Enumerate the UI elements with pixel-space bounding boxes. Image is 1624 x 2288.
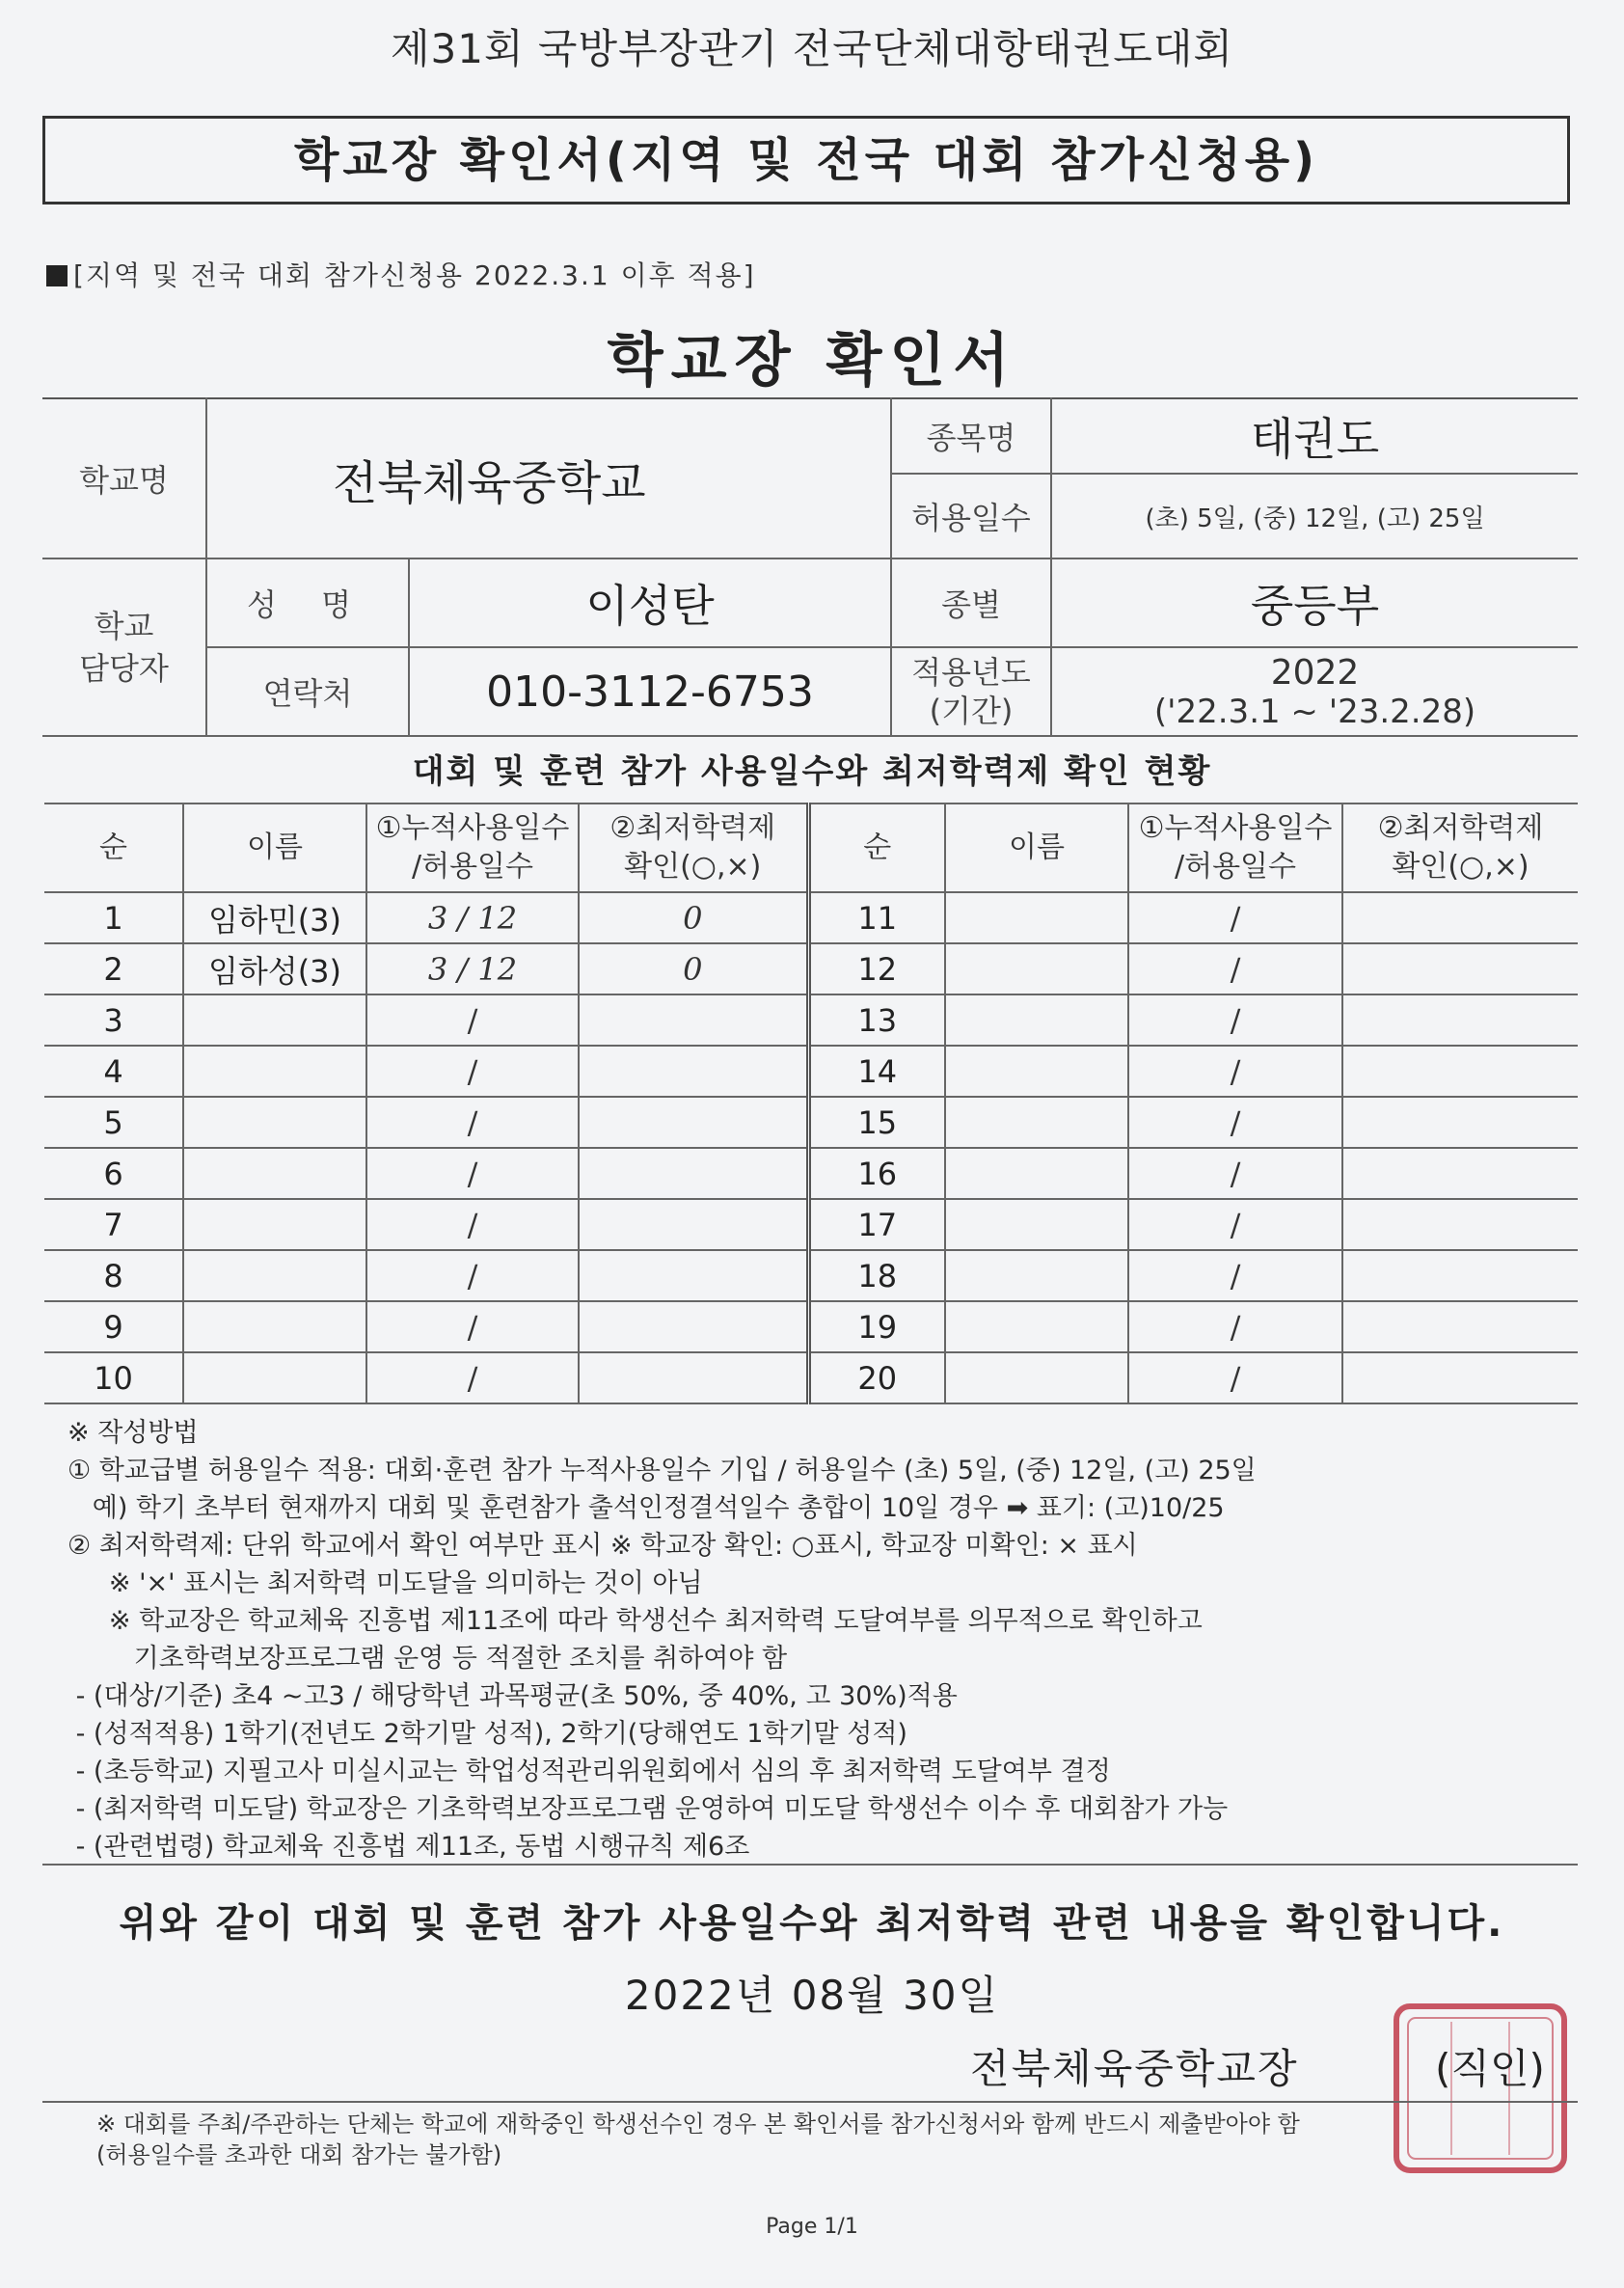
note-line: ※ '×' 표시는 최저학력 미도달을 의미하는 것이 아님 [68,1568,703,1598]
student-name-cell [945,1352,1128,1403]
header-name: 이름 [945,804,1128,892]
note-line: - (초등학교) 지필고사 미실시교는 학업성적관리위원회에서 심의 후 최저학력 도달여부 결정 [68,1757,1111,1786]
days-cell: / [366,1097,579,1148]
table-row [44,1199,1578,1250]
note-line: - (최저학력 미도달) 학교장은 기초학력보장프로그램 운영하여 미도달 학생선수 이수 후 대회참가 가능 [68,1794,1229,1824]
table-row [44,1097,1578,1148]
table-row [44,1046,1578,1097]
student-name-cell [183,1148,366,1199]
row-number-cell: 11 [808,892,945,943]
note-line: ※ 학교장은 학교체육 진흥법 제11조에 따라 학생선수 최저학력 도달여부를 의무적으로 확인하고 [68,1606,1203,1636]
student-name-cell [945,1148,1128,1199]
check-cell [579,1301,808,1352]
table-row [44,1352,1578,1403]
note-line: ※ 작성방법 [68,1418,199,1448]
row-number-cell: 5 [44,1097,183,1148]
note-line: - (관련법령) 학교체육 진흥법 제11조, 동법 시행규칙 제6조 [68,1832,750,1862]
days-cell: / [1128,994,1342,1046]
student-name-cell: 임하민(3) [183,892,366,943]
days-cell: / [366,1250,579,1301]
header-days: ①누적사용일수 /허용일수 [366,804,579,892]
row-number-cell: 17 [808,1199,945,1250]
days-cell: 3 / 12 [366,943,579,994]
division-label: 종별 [891,558,1051,647]
row-number-cell: 15 [808,1097,945,1148]
confirmation-statement: 위와 같이 대회 및 훈련 참가 사용일수와 최저학력 관련 내용을 확인합니다. [119,1901,1505,1946]
check-cell [579,994,808,1046]
check-cell [1342,892,1578,943]
table-row [44,1250,1578,1301]
table-row [44,892,1578,943]
row-number-cell: 14 [808,1046,945,1097]
principal-name: 전북체육중학교장 [970,2045,1299,2092]
student-name-cell [183,1250,366,1301]
check-cell: 0 [579,943,808,994]
allowed-days-value: (초) 5일, (중) 12일, (고) 25일 [1051,474,1578,558]
school-info-table [42,397,1578,737]
table-row [44,1148,1578,1199]
division-value: 중등부 [1051,558,1578,647]
footer-divider [42,2101,1578,2103]
row-number-cell: 1 [44,892,183,943]
check-cell [579,1352,808,1403]
student-name-cell [945,1097,1128,1148]
row-number-cell: 13 [808,994,945,1046]
period-value: ('22.3.1 ~ '23.2.28) [1153,692,1476,731]
check-cell [1342,994,1578,1046]
student-name-cell [945,1301,1128,1352]
days-cell: / [366,994,579,1046]
days-cell: / [366,1046,579,1097]
note-line: - (성적적용) 1학기(전년도 2학기말 성적), 2학기(당해연도 1학기말 성적) [68,1719,907,1749]
table-header-row [44,804,1578,892]
header-check: ②최저학력제 확인(○,×) [1342,804,1578,892]
header-days: ①누적사용일수 /허용일수 [1128,804,1342,892]
days-cell: / [366,1301,579,1352]
footer-note [96,2109,1562,2170]
student-name-cell [945,1046,1128,1097]
manager-label: 학교 담당자 [42,558,206,736]
student-name-cell [183,1097,366,1148]
row-number-cell: 2 [44,943,183,994]
table-body [44,892,1578,1403]
note-line: ① 학교급별 허용일수 적용: 대회·훈련 참가 누적사용일수 기입 / 허용일수 (초) 5일, (중) 12일, (고) 25일 [68,1456,1257,1485]
check-cell [1342,1148,1578,1199]
contact-label: 연락처 [206,647,409,736]
row-number-cell: 7 [44,1199,183,1250]
days-cell: / [1128,1199,1342,1250]
sport-label: 종목명 [891,398,1051,474]
name-label: 성 명 [206,558,409,647]
check-cell [579,1148,808,1199]
note-line: 예) 학기 초부터 현재까지 대회 및 훈련참가 출석인정결석일수 총합이 10일 경우 ➡ 표기: (고)10/25 [68,1493,1225,1523]
check-cell [579,1250,808,1301]
year-value: 2022 [1270,652,1360,693]
days-cell: / [366,1352,579,1403]
seal-label: (직인) [1435,2045,1545,2092]
manager-name-value: 이성탄 [409,558,891,647]
table-row [44,994,1578,1046]
footer-note-line-2: (허용일수를 초과한 대회 참가는 불가함) [96,2141,502,2168]
days-cell: / [366,1199,579,1250]
student-name-cell [945,1199,1128,1250]
student-name-cell [183,1301,366,1352]
row-number-cell: 8 [44,1250,183,1301]
applies-note [46,255,756,293]
form-title-box: 학교장 확인서(지역 및 전국 대회 참가신청용) [42,116,1570,204]
header-check: ②최저학력제 확인(○,×) [579,804,808,892]
page-number: Page 1/1 [766,2215,858,2239]
row-number-cell: 9 [44,1301,183,1352]
header-no: 순 [44,804,183,892]
check-cell [1342,1250,1578,1301]
event-title: 제31회 국방부장관기 전국단체대항태권도대회 [390,25,1233,72]
row-number-cell: 3 [44,994,183,1046]
days-cell: / [1128,1250,1342,1301]
writing-instructions [68,1414,1572,1866]
allowed-days-label: 허용일수 [891,474,1051,558]
days-cell: / [1128,943,1342,994]
table-row [44,943,1578,994]
student-name-cell [945,994,1128,1046]
days-cell: / [1128,1148,1342,1199]
student-name-cell [945,943,1128,994]
student-name-cell [183,1352,366,1403]
row-number-cell: 16 [808,1148,945,1199]
check-cell [579,1097,808,1148]
applies-note-text: [지역 및 전국 대회 참가신청용 2022.3.1 이후 적용] [73,259,756,291]
note-line: - (대상/기준) 초4 ~고3 / 해당학년 과목평균(초 50%, 중 40%, 고 30%)적용 [68,1681,958,1711]
student-name-cell: 임하성(3) [183,943,366,994]
note-line: ② 최저학력제: 단위 학교에서 확인 여부만 표시 ※ 학교장 확인: ○표시, 학교장 미확인: × 표시 [68,1531,1138,1561]
divider [42,1864,1578,1866]
check-cell: 0 [579,892,808,943]
check-cell [1342,1097,1578,1148]
document-title: 학교장 확인서 [607,327,1017,395]
days-cell: / [1128,1046,1342,1097]
row-number-cell: 12 [808,943,945,994]
check-cell [1342,943,1578,994]
sport-value: 태권도 [1051,398,1578,474]
student-name-cell [945,1250,1128,1301]
participation-table [44,803,1578,1404]
days-cell: / [1128,1352,1342,1403]
square-bullet-icon [46,265,68,286]
check-cell [579,1199,808,1250]
year-label: 적용년도 (기간) [891,647,1051,736]
contact-value: 010-3112-6753 [409,647,891,736]
check-cell [579,1046,808,1097]
header-name: 이름 [183,804,366,892]
school-name-value: 전북체육중학교 [206,398,891,558]
days-cell: / [1128,892,1342,943]
check-cell [1342,1199,1578,1250]
row-number-cell: 6 [44,1148,183,1199]
row-number-cell: 18 [808,1250,945,1301]
year-cell [1051,647,1578,736]
row-number-cell: 20 [808,1352,945,1403]
student-name-cell [945,892,1128,943]
check-cell [1342,1046,1578,1097]
student-name-cell [183,1199,366,1250]
days-cell: / [1128,1301,1342,1352]
row-number-cell: 10 [44,1352,183,1403]
header-no: 순 [808,804,945,892]
days-cell: / [366,1148,579,1199]
document-date: 2022년 08월 30일 [624,1972,1000,2019]
check-cell [1342,1301,1578,1352]
note-line: 기초학력보장프로그램 운영 등 적절한 조치를 취하여야 함 [68,1644,788,1674]
table-row [44,1301,1578,1352]
section-title: 대회 및 훈련 참가 사용일수와 최저학력제 확인 현황 [412,752,1212,791]
days-cell: 3 / 12 [366,892,579,943]
check-cell [1342,1352,1578,1403]
footer-note-line-1: ※ 대회를 주최/주관하는 단체는 학교에 재학중인 학생선수인 경우 본 확인서를 참가신청서와 함께 반드시 제출받아야 함 [96,2111,1300,2138]
row-number-cell: 19 [808,1301,945,1352]
student-name-cell [183,1046,366,1097]
days-cell: / [1128,1097,1342,1148]
student-name-cell [183,994,366,1046]
row-number-cell: 4 [44,1046,183,1097]
school-name-label: 학교명 [42,398,206,558]
